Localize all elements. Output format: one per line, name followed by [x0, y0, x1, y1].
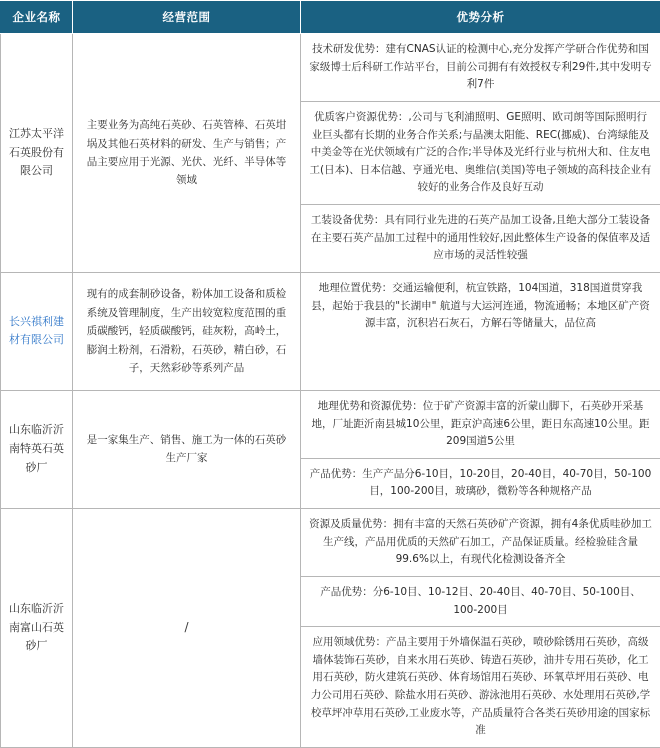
- table-header-row: [1, 1, 660, 34]
- advantage-analysis-cell: [301, 390, 660, 508]
- advantage-analysis-cell: [301, 34, 660, 273]
- advantage-item: 应用领域优势：产品主要用于外墙保温石英砂，喷砂除锈用石英砂，高级墙体装饰石英砂，自来水用石英砂、铸造石英砂，油井专用石英砂，化工用石英砂，防火建筑石英砂、体育场馆用石英砂、环氧草坪用石英砂、电力公司用石英砂、除盐水用石英砂、游泳池用石英砂、水处理用石英砂,学校草坪冲草用石英砂,工业废水等，产品质量符合各类石英砂用途的国家标准: [301, 627, 660, 747]
- advantage-item: 工装设备优势：具有同行业先进的石英产品加工设备,且绝大部分工装设备在主要石英产品加工过程中的通用性较好,因此整体生产设备的保值率及适应市场的灵活性较强: [301, 205, 660, 272]
- advantage-item: 产品优势：生产产品分6-10目，10-20目，20-40目，40-70目，50-100目，100-200目，玻璃砂，微粉等各种规格产品: [301, 459, 660, 508]
- column-header-company-name: 企业名称: [1, 1, 73, 34]
- table-row: [1, 34, 660, 273]
- advantage-item: 产品优势：分6-10目、10-12目、20-40目、40-70目、50-100目、100-200目: [301, 577, 660, 627]
- advantage-item: 技术研发优势：建有CNAS认证的检测中心,充分发挥产学研合作优势和国家级博士后科研工作站平台，目前公司拥有有效授权专利29件,其中发明专利7件: [301, 34, 660, 102]
- advantage-list: [301, 34, 660, 272]
- advantage-list: [301, 273, 660, 340]
- table-header: [1, 1, 660, 34]
- business-scope-cell: 是一家集生产、销售、施工为一体的石英砂生产厂家: [73, 390, 301, 508]
- business-scope-cell: 现有的成套制砂设备，粉体加工设备和质检系统及管理制度，生产出较宽粒度范围的重质碳酸钙，轻质碳酸钙，硅灰粉，高岭土，膨润土粉剂，石滑粉，石英砂，精白砂，石子，天然彩砂等系列产品: [73, 272, 301, 390]
- advantage-item: 资源及质量优势：拥有丰富的天然石英砂矿产资源，拥有4条优质哇砂加工生产线，产品用优质的天然矿石加工，产品保证质量。经检验硅含量99.6%以上，有现代化检测设备齐全: [301, 509, 660, 577]
- table-row: [1, 272, 660, 390]
- company-name-cell: 山东临沂沂南特英石英砂厂: [1, 390, 73, 508]
- table-row: [1, 509, 660, 748]
- advantage-item: 地理优势和资源优势：位于矿产资源丰富的沂蒙山脚下，石英砂开采基地，厂址距沂南县城10公里，距京沪高速6公里，距日东高速10公里。距209国道5公里: [301, 391, 660, 459]
- company-name-link[interactable]: 长兴祺利建材有限公司: [1, 272, 73, 390]
- company-name-cell: 山东临沂沂南富山石英砂厂: [1, 509, 73, 748]
- advantage-analysis-cell: [301, 509, 660, 748]
- advantage-list: [301, 509, 660, 747]
- advantage-analysis-cell: [301, 272, 660, 390]
- business-scope-cell: /: [73, 509, 301, 748]
- business-scope-cell: 主要业务为高纯石英砂、石英管棒、石英坩埚及其他石英材料的研发、生产与销售；产品主要应用于光源、光伏、光纤、半导体等领域: [73, 34, 301, 273]
- advantage-item: 优质客户资源优势：,公司与飞利浦照明、GE照明、欧司朗等国际照明行业巨头都有长期的业务合作关系;与晶澳太阳能、REC(挪威)、台湾绿能及中美金等在光伏领域有广泛的合作;半导体及光纤行业与杭州大和、住友电工(日本)、日本信越、亨通光电、奥维信(美国)等电子领域的高科技企业有较好的业务合作及良好互动: [301, 102, 660, 205]
- table-row: [1, 390, 660, 508]
- advantage-list: [301, 391, 660, 508]
- advantage-item: 地理位置优势：交通运输便利，杭宣铁路，104国道，318国道贯穿我县，起始于我县的"长湖申" 航道与大运河连通，物流通畅；本地区矿产资源丰富，沉积岩石灰石，方解石等储量大，品位高: [301, 273, 660, 340]
- company-name-cell: 江苏太平洋石英股份有限公司: [1, 34, 73, 273]
- table-body: [1, 34, 660, 748]
- column-header-business-scope: 经营范围: [73, 1, 301, 34]
- column-header-advantage-analysis: 优势分析: [301, 1, 660, 34]
